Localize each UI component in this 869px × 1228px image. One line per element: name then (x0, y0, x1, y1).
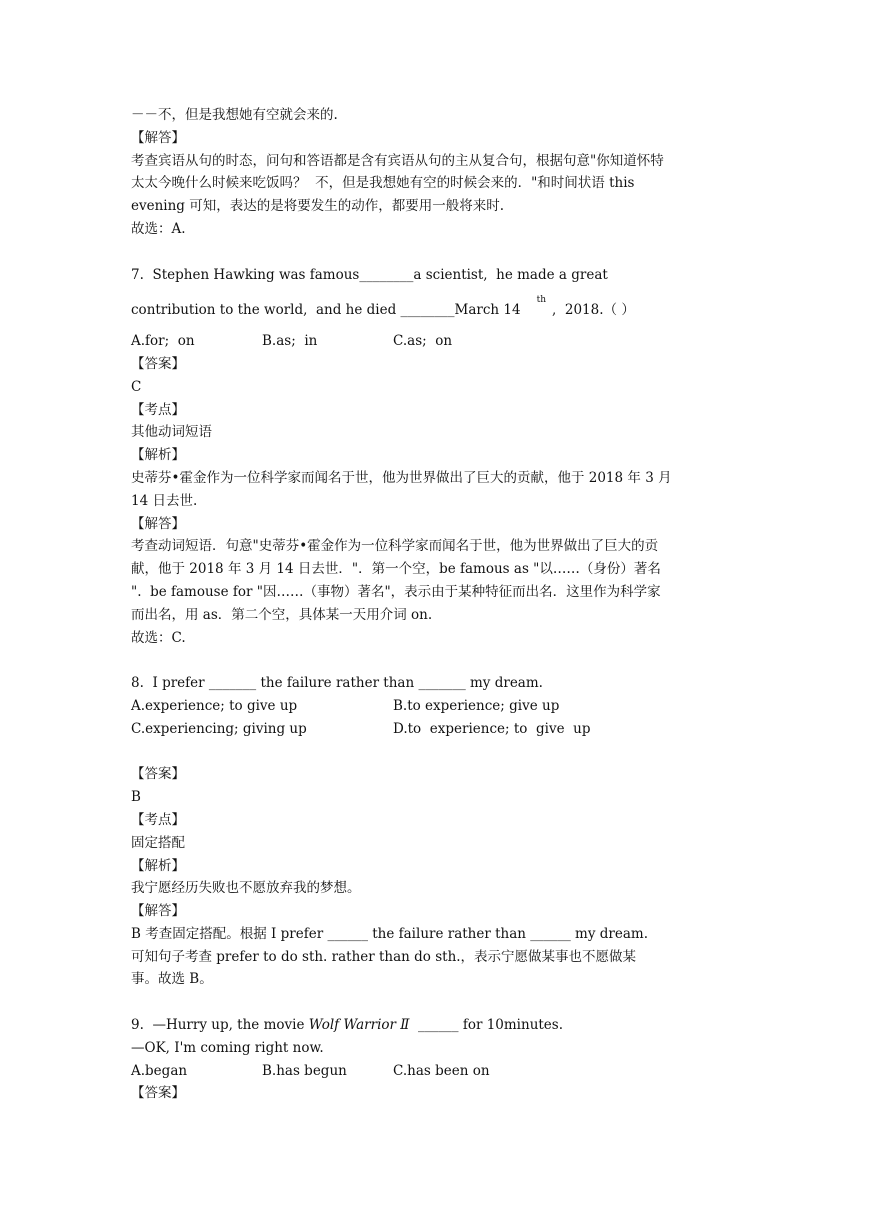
q7-stem-line2: contribution to the world, and he died ________March 14th, 2018.（ ） (131, 295, 635, 319)
prev-jieda-line: evening 可知，表达的是将要发生的动作，都要用一般将来时. (131, 198, 505, 215)
q9-option-c: C.has been on (393, 1062, 490, 1079)
q7-jieda-line: 而出名，用 as．第二个空，具体某一天用介词 on. (131, 606, 433, 623)
prev-answer: 故选：A. (131, 220, 186, 237)
q7-jieda-line: ". be famouse for "因……（事物）著名"，表示由于某种特征而出名．这里作为科学家 (131, 583, 661, 600)
q9-option-a: A.began (131, 1062, 188, 1079)
q8-jiexi: 我宁愿经历失败也不愿放弃我的梦想。 (131, 880, 361, 897)
q7-jieda-line: 献，他于 2018 年 3 月 14 日去世．"．第一个空，be famous as "以……（身份）著名 (131, 561, 661, 578)
q7-superscript: th (536, 295, 546, 306)
q8-option-a: A.experience; to give up (131, 697, 298, 714)
q8-jieda-line: 可知句子考查 prefer to do sth. rather than do sth.，表示宁愿做某事也不愿做某 (131, 948, 637, 965)
q9-option-b: B.has begun (262, 1062, 347, 1079)
q7-daan-label: 【答案】 (131, 355, 185, 372)
q8-kaodian: 固定搭配 (131, 834, 185, 851)
q9-daan-label: 【答案】 (131, 1085, 185, 1102)
q8-option-b: B.to experience; give up (393, 697, 560, 714)
q8-kaodian-label: 【考点】 (131, 811, 185, 828)
q7-option-b: B.as; in (262, 333, 318, 350)
q7-jieda-line: 考查动词短语．句意"史蒂芬•霍金作为一位科学家而闻名于世，他为世界做出了巨大的贡 (131, 538, 659, 555)
document-page (131, 104, 731, 1105)
q7-stem-line1: 7. Stephen Hawking was famous________a scientist, he made a great (131, 266, 608, 283)
prev-tail: －－不，但是我想她有空就会来的. (131, 107, 338, 123)
q8-daan-label: 【答案】 (131, 766, 185, 783)
q8-daan: B (131, 789, 141, 806)
q7-daan: C (131, 378, 142, 395)
q7-option-c: C.as; on (393, 333, 453, 350)
q8-jieda-label: 【解答】 (131, 903, 185, 920)
q8-option-d: D.to experience; to give up (393, 720, 591, 737)
q7-jiexi-label: 【解析】 (131, 447, 185, 464)
q7-option-a: A.for; on (131, 333, 195, 350)
q8-jiexi-label: 【解析】 (131, 857, 185, 874)
q8-options-row1 (131, 695, 731, 718)
q7-kaodian-label: 【考点】 (131, 401, 185, 418)
prev-jieda-line: 考查宾语从句的时态，问句和答语都是含有宾语从句的主从复合句，根据句意"你知道怀特 (131, 152, 664, 169)
q8-option-c: C.experiencing; giving up (131, 720, 307, 737)
q9-reply: —OK, I'm coming right now. (131, 1039, 324, 1056)
q8-jieda-line: 事。故选 B。 (131, 971, 213, 988)
q7-kaodian: 其他动词短语 (131, 424, 212, 441)
q7-options (131, 330, 731, 353)
prev-jieda-line: 太太今晚什么时候来吃饭吗？ 不，但是我想她有空的时候会来的．"和时间状语 this (131, 175, 635, 192)
q7-answer: 故选：C. (131, 629, 186, 646)
q7-jiexi-line: 14 日去世. (131, 492, 198, 509)
q9-movie-title: Wolf Warrior Ⅱ (308, 1017, 410, 1034)
q9-stem: 9. —Hurry up, the movie Wolf Warrior Ⅱ ______ for 10minutes. (131, 1017, 564, 1034)
q7-jiexi-line: 史蒂芬•霍金作为一位科学家而闻名于世，他为世界做出了巨大的贡献，他于 2018 年 3 月 (131, 469, 672, 486)
q8-jieda-line: B 考查固定搭配。根据 I prefer ______ the failure rather than ______ my dream. (131, 925, 648, 942)
q8-options-row2 (131, 718, 731, 741)
q9-options (131, 1060, 731, 1083)
q8-stem: 8. I prefer _______ the failure rather than _______ my dream. (131, 675, 543, 692)
prev-jieda-label: 【解答】 (131, 129, 185, 146)
q7-jieda-label: 【解答】 (131, 515, 185, 532)
